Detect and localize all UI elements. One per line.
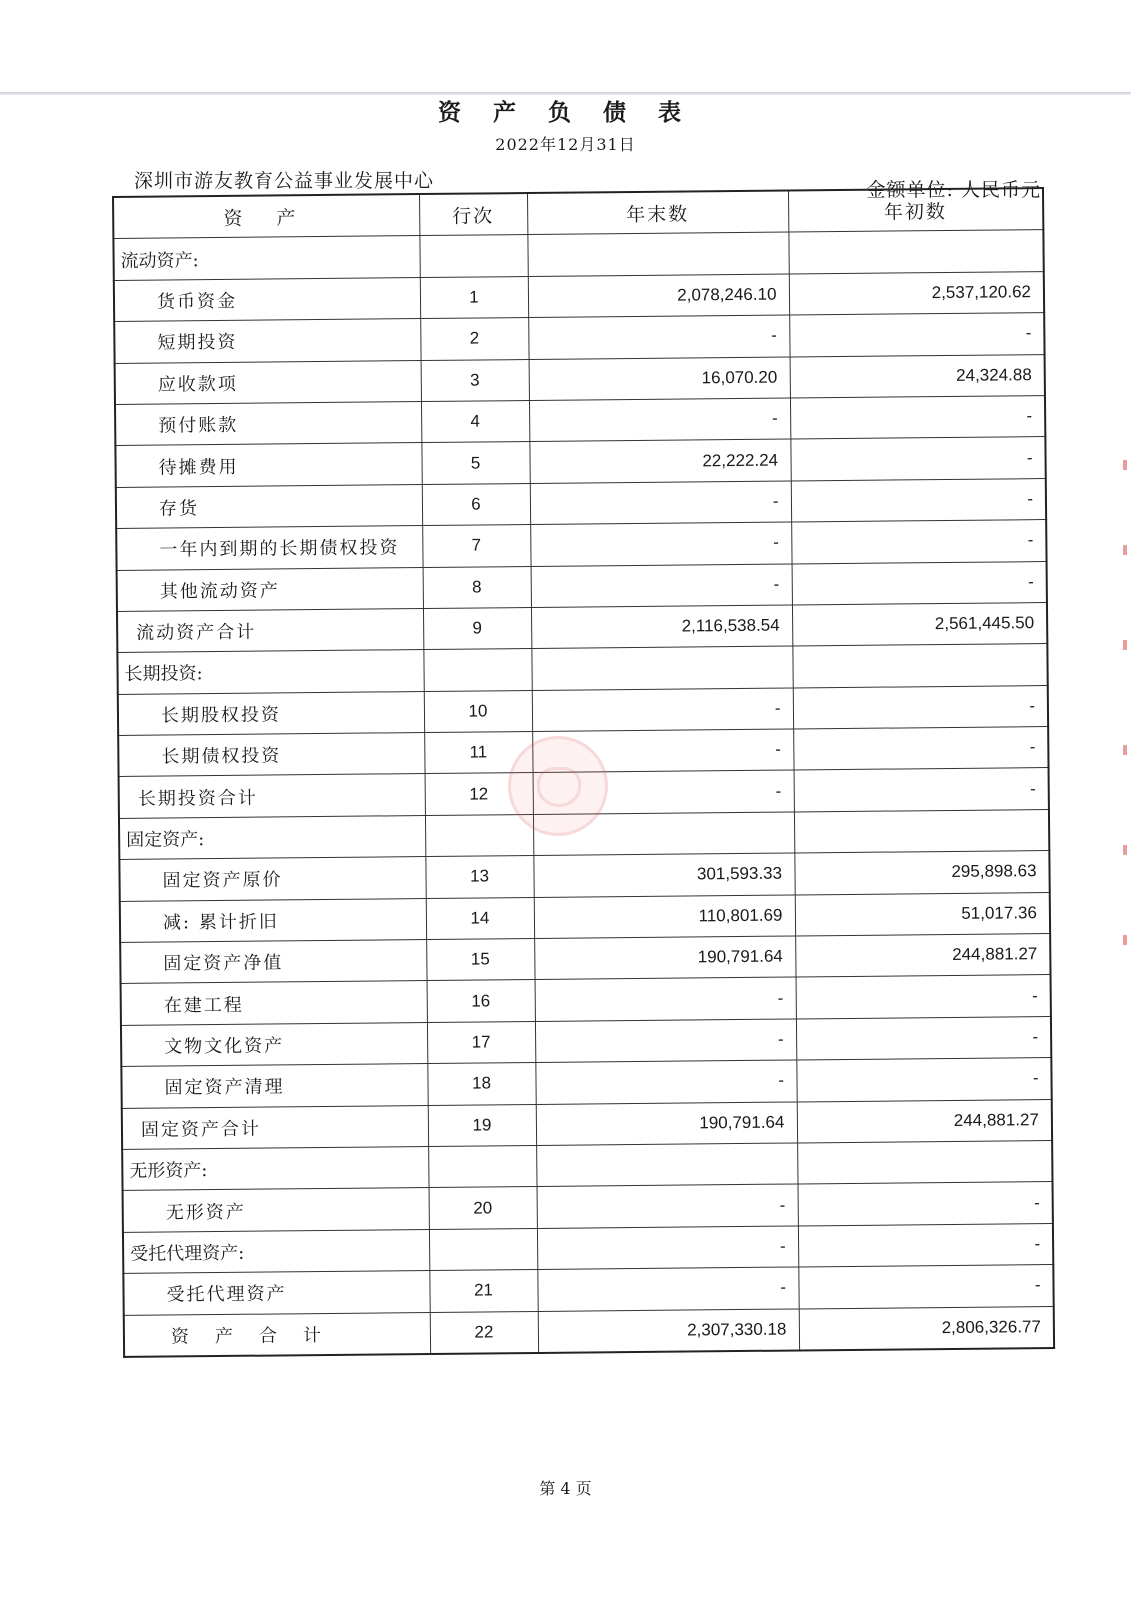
row-begin-value: - bbox=[793, 685, 1048, 729]
header-begin: 年初数 bbox=[788, 188, 1043, 232]
row-begin-value: - bbox=[789, 313, 1044, 357]
row-item-name: 固定资产合计 bbox=[122, 1105, 428, 1149]
row-end-value: - bbox=[537, 1267, 798, 1311]
row-line-number bbox=[429, 1228, 537, 1270]
row-item-name: 受托代理资产: bbox=[123, 1229, 429, 1273]
row-item-name: 固定资产原价 bbox=[119, 857, 425, 901]
row-item-name: 减: 累计折旧 bbox=[120, 898, 426, 942]
row-item-name: 短期投资 bbox=[114, 319, 420, 363]
row-line-number: 9 bbox=[423, 607, 531, 649]
row-item-name: 流动资产: bbox=[113, 236, 419, 280]
seal-watermark bbox=[508, 736, 608, 836]
row-line-number: 21 bbox=[429, 1270, 537, 1312]
row-begin-value bbox=[797, 1141, 1052, 1185]
row-begin-value: - bbox=[796, 975, 1051, 1019]
row-begin-value: - bbox=[790, 437, 1045, 481]
row-begin-value: 51,017.36 bbox=[795, 892, 1050, 936]
row-begin-value: 2,806,326.77 bbox=[799, 1306, 1054, 1350]
row-begin-value: - bbox=[793, 727, 1048, 771]
row-begin-value: 244,881.27 bbox=[795, 934, 1050, 978]
page-number: 第 4 页 bbox=[539, 1479, 592, 1498]
row-item-name: 长期投资: bbox=[117, 650, 423, 694]
row-end-value bbox=[531, 646, 792, 690]
row-line-number: 13 bbox=[425, 856, 533, 898]
row-begin-value: - bbox=[796, 1016, 1051, 1060]
row-line-number: 2 bbox=[420, 318, 528, 360]
row-begin-value: - bbox=[790, 396, 1045, 440]
row-end-value: - bbox=[537, 1226, 798, 1270]
row-end-value: - bbox=[530, 481, 791, 525]
row-end-value: - bbox=[535, 1060, 796, 1104]
header-item: 资 产 bbox=[113, 194, 419, 239]
row-item-name: 固定资产: bbox=[119, 815, 425, 859]
row-begin-value: - bbox=[791, 478, 1046, 522]
row-line-number bbox=[428, 1145, 536, 1187]
row-line-number: 3 bbox=[421, 359, 529, 401]
edge-mark bbox=[1123, 845, 1127, 855]
row-item-name: 一年内到期的长期债权投资 bbox=[116, 526, 422, 570]
row-end-value: 2,116,538.54 bbox=[531, 605, 792, 649]
edge-mark bbox=[1123, 545, 1127, 555]
row-end-value: 301,593.33 bbox=[533, 853, 794, 897]
row-end-value bbox=[536, 1143, 797, 1187]
document-title: 资 产 负 债 表 bbox=[437, 99, 694, 126]
row-line-number: 18 bbox=[427, 1063, 535, 1105]
row-end-value: 22,222.24 bbox=[529, 439, 790, 483]
row-line-number: 4 bbox=[421, 400, 529, 442]
row-end-value: - bbox=[535, 977, 796, 1021]
row-item-name: 流动资产合计 bbox=[117, 608, 423, 652]
row-item-name: 长期股权投资 bbox=[118, 691, 424, 735]
row-line-number: 7 bbox=[422, 525, 530, 567]
row-end-value: - bbox=[531, 564, 792, 608]
table-row bbox=[124, 1306, 1054, 1357]
row-begin-value: 2,537,120.62 bbox=[789, 271, 1044, 315]
row-item-name: 其他流动资产 bbox=[117, 567, 423, 611]
row-begin-value: - bbox=[798, 1223, 1053, 1267]
row-line-number: 22 bbox=[430, 1311, 538, 1354]
row-begin-value: 24,324.88 bbox=[790, 354, 1045, 398]
row-item-name: 应收款项 bbox=[115, 360, 421, 404]
row-begin-value: - bbox=[792, 561, 1047, 605]
row-end-value: 2,078,246.10 bbox=[528, 274, 789, 318]
row-item-name: 长期投资合计 bbox=[119, 774, 425, 818]
row-begin-value: 2,561,445.50 bbox=[792, 602, 1047, 646]
row-end-value: 110,801.69 bbox=[534, 895, 795, 939]
organization-name: 深圳市游友教育公益事业发展中心 bbox=[134, 170, 435, 192]
row-end-value: - bbox=[532, 688, 793, 732]
row-line-number: 10 bbox=[424, 690, 532, 732]
row-end-value bbox=[527, 232, 788, 276]
row-begin-value bbox=[794, 809, 1049, 853]
row-end-value: - bbox=[533, 770, 794, 814]
report-date: 2022年12月31日 bbox=[495, 135, 636, 154]
row-item-name: 货币资金 bbox=[114, 277, 420, 321]
row-item-name: 受托代理资产 bbox=[123, 1271, 429, 1315]
row-begin-value: - bbox=[794, 768, 1049, 812]
row-end-value: 16,070.20 bbox=[529, 357, 790, 401]
row-end-value: 190,791.64 bbox=[534, 936, 795, 980]
row-line-number: 20 bbox=[429, 1187, 537, 1229]
row-line-number: 14 bbox=[426, 897, 534, 939]
row-item-name: 无形资产: bbox=[122, 1146, 428, 1190]
row-end-value: - bbox=[532, 729, 793, 773]
row-begin-value bbox=[788, 230, 1043, 274]
header-line: 行次 bbox=[419, 193, 527, 236]
row-line-number: 17 bbox=[427, 1021, 535, 1063]
row-end-value: - bbox=[528, 315, 789, 359]
row-item-name: 存货 bbox=[116, 484, 422, 528]
row-line-number: 16 bbox=[427, 980, 535, 1022]
row-begin-value: - bbox=[796, 1058, 1051, 1102]
header-end: 年末数 bbox=[527, 191, 788, 235]
row-line-number: 1 bbox=[420, 276, 528, 318]
row-line-number bbox=[419, 235, 527, 277]
edge-mark bbox=[1123, 935, 1127, 945]
row-begin-value: 244,881.27 bbox=[797, 1099, 1052, 1143]
row-item-name: 无形资产 bbox=[123, 1188, 429, 1232]
currency-unit: 金额单位: 人民币元 bbox=[866, 179, 1041, 201]
row-end-value: - bbox=[529, 398, 790, 442]
row-line-number: 11 bbox=[424, 732, 532, 774]
row-item-name: 待摊费用 bbox=[115, 443, 421, 487]
row-end-value: - bbox=[530, 522, 791, 566]
row-item-name: 固定资产净值 bbox=[120, 940, 426, 984]
row-end-value: 2,307,330.18 bbox=[538, 1309, 799, 1353]
row-line-number bbox=[425, 814, 533, 856]
row-item-name: 文物文化资产 bbox=[121, 1022, 427, 1066]
row-line-number: 12 bbox=[425, 773, 533, 815]
row-line-number: 8 bbox=[423, 566, 531, 608]
row-end-value: 190,791.64 bbox=[536, 1102, 797, 1146]
edge-mark bbox=[1123, 460, 1127, 470]
row-item-name: 固定资产清理 bbox=[121, 1064, 427, 1108]
row-begin-value: - bbox=[791, 520, 1046, 564]
row-item-name: 资产合计 bbox=[124, 1312, 430, 1357]
row-end-value: - bbox=[535, 1019, 796, 1063]
row-line-number: 19 bbox=[428, 1104, 536, 1146]
row-item-name: 在建工程 bbox=[121, 981, 427, 1025]
row-begin-value: - bbox=[798, 1182, 1053, 1226]
row-line-number: 6 bbox=[422, 483, 530, 525]
row-item-name: 长期债权投资 bbox=[118, 733, 424, 777]
row-line-number bbox=[423, 649, 531, 691]
row-begin-value bbox=[792, 644, 1047, 688]
edge-mark bbox=[1123, 640, 1127, 650]
row-begin-value: - bbox=[798, 1265, 1053, 1309]
row-line-number: 5 bbox=[421, 442, 529, 484]
row-end-value: - bbox=[537, 1184, 798, 1228]
edge-mark bbox=[1123, 745, 1127, 755]
row-line-number: 15 bbox=[426, 939, 534, 981]
row-item-name: 预付账款 bbox=[115, 401, 421, 445]
row-begin-value: 295,898.63 bbox=[794, 851, 1049, 895]
